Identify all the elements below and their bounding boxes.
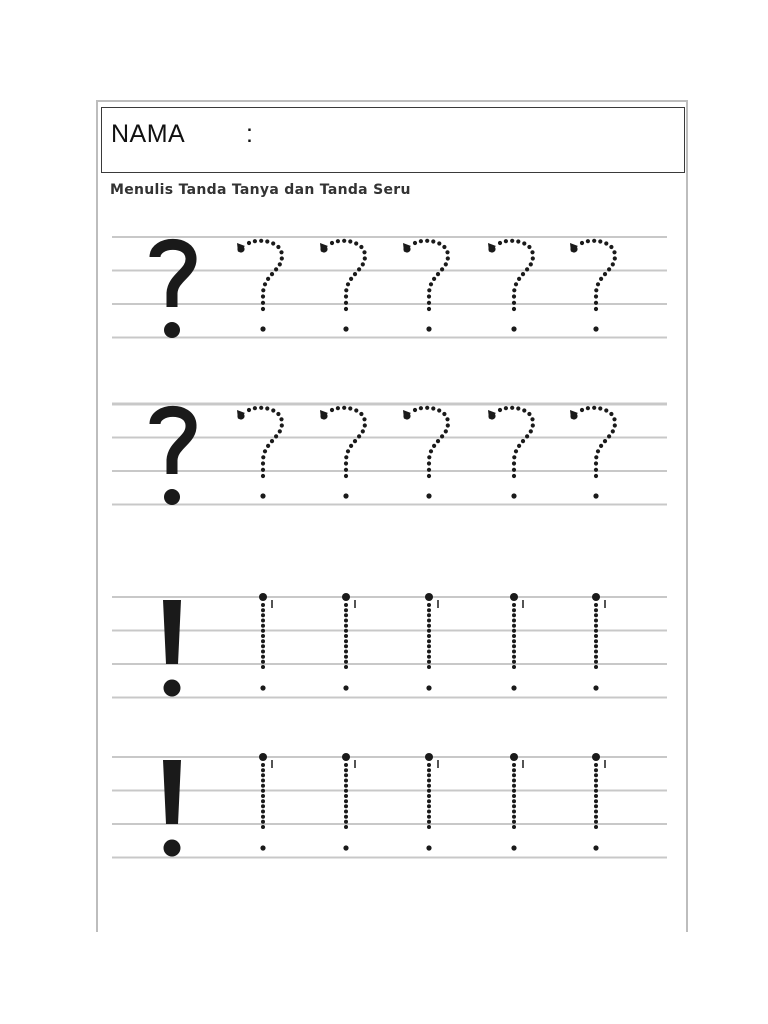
exclamation-mark-dotted-icon [342,593,355,691]
exclamation-mark-dotted-icon [592,593,605,691]
exclamation-mark-model-icon [163,600,181,697]
practice-row [112,753,667,858]
question-mark-dotted-icon [570,406,617,499]
exclamation-mark-dotted-icon [425,753,438,851]
exclamation-mark-dotted-icon [510,753,523,851]
question-mark-dotted-icon [237,239,284,332]
name-colon: : [246,120,253,148]
question-mark-model-icon [155,244,191,338]
question-mark-dotted-icon [488,406,535,499]
name-label: NAMA [111,120,186,148]
practice-row [112,593,667,698]
exclamation-mark-dotted-icon [510,593,523,691]
question-mark-dotted-icon [320,406,367,499]
exclamation-mark-dotted-icon [259,753,272,851]
question-mark-dotted-icon [403,406,450,499]
worksheet-title: Menulis Tanda Tanya dan Tanda Seru [110,182,411,198]
exclamation-mark-dotted-icon [425,593,438,691]
question-mark-dotted-icon [320,239,367,332]
practice-row [112,237,667,338]
question-mark-dotted-icon [403,239,450,332]
practice-row [112,404,667,505]
exclamation-mark-model-icon [163,760,181,857]
question-mark-dotted-icon [570,239,617,332]
exclamation-mark-dotted-icon [592,753,605,851]
question-mark-dotted-icon [237,406,284,499]
exclamation-mark-dotted-icon [259,593,272,691]
question-mark-dotted-icon [488,239,535,332]
question-mark-model-icon [155,411,191,505]
exclamation-mark-dotted-icon [342,753,355,851]
